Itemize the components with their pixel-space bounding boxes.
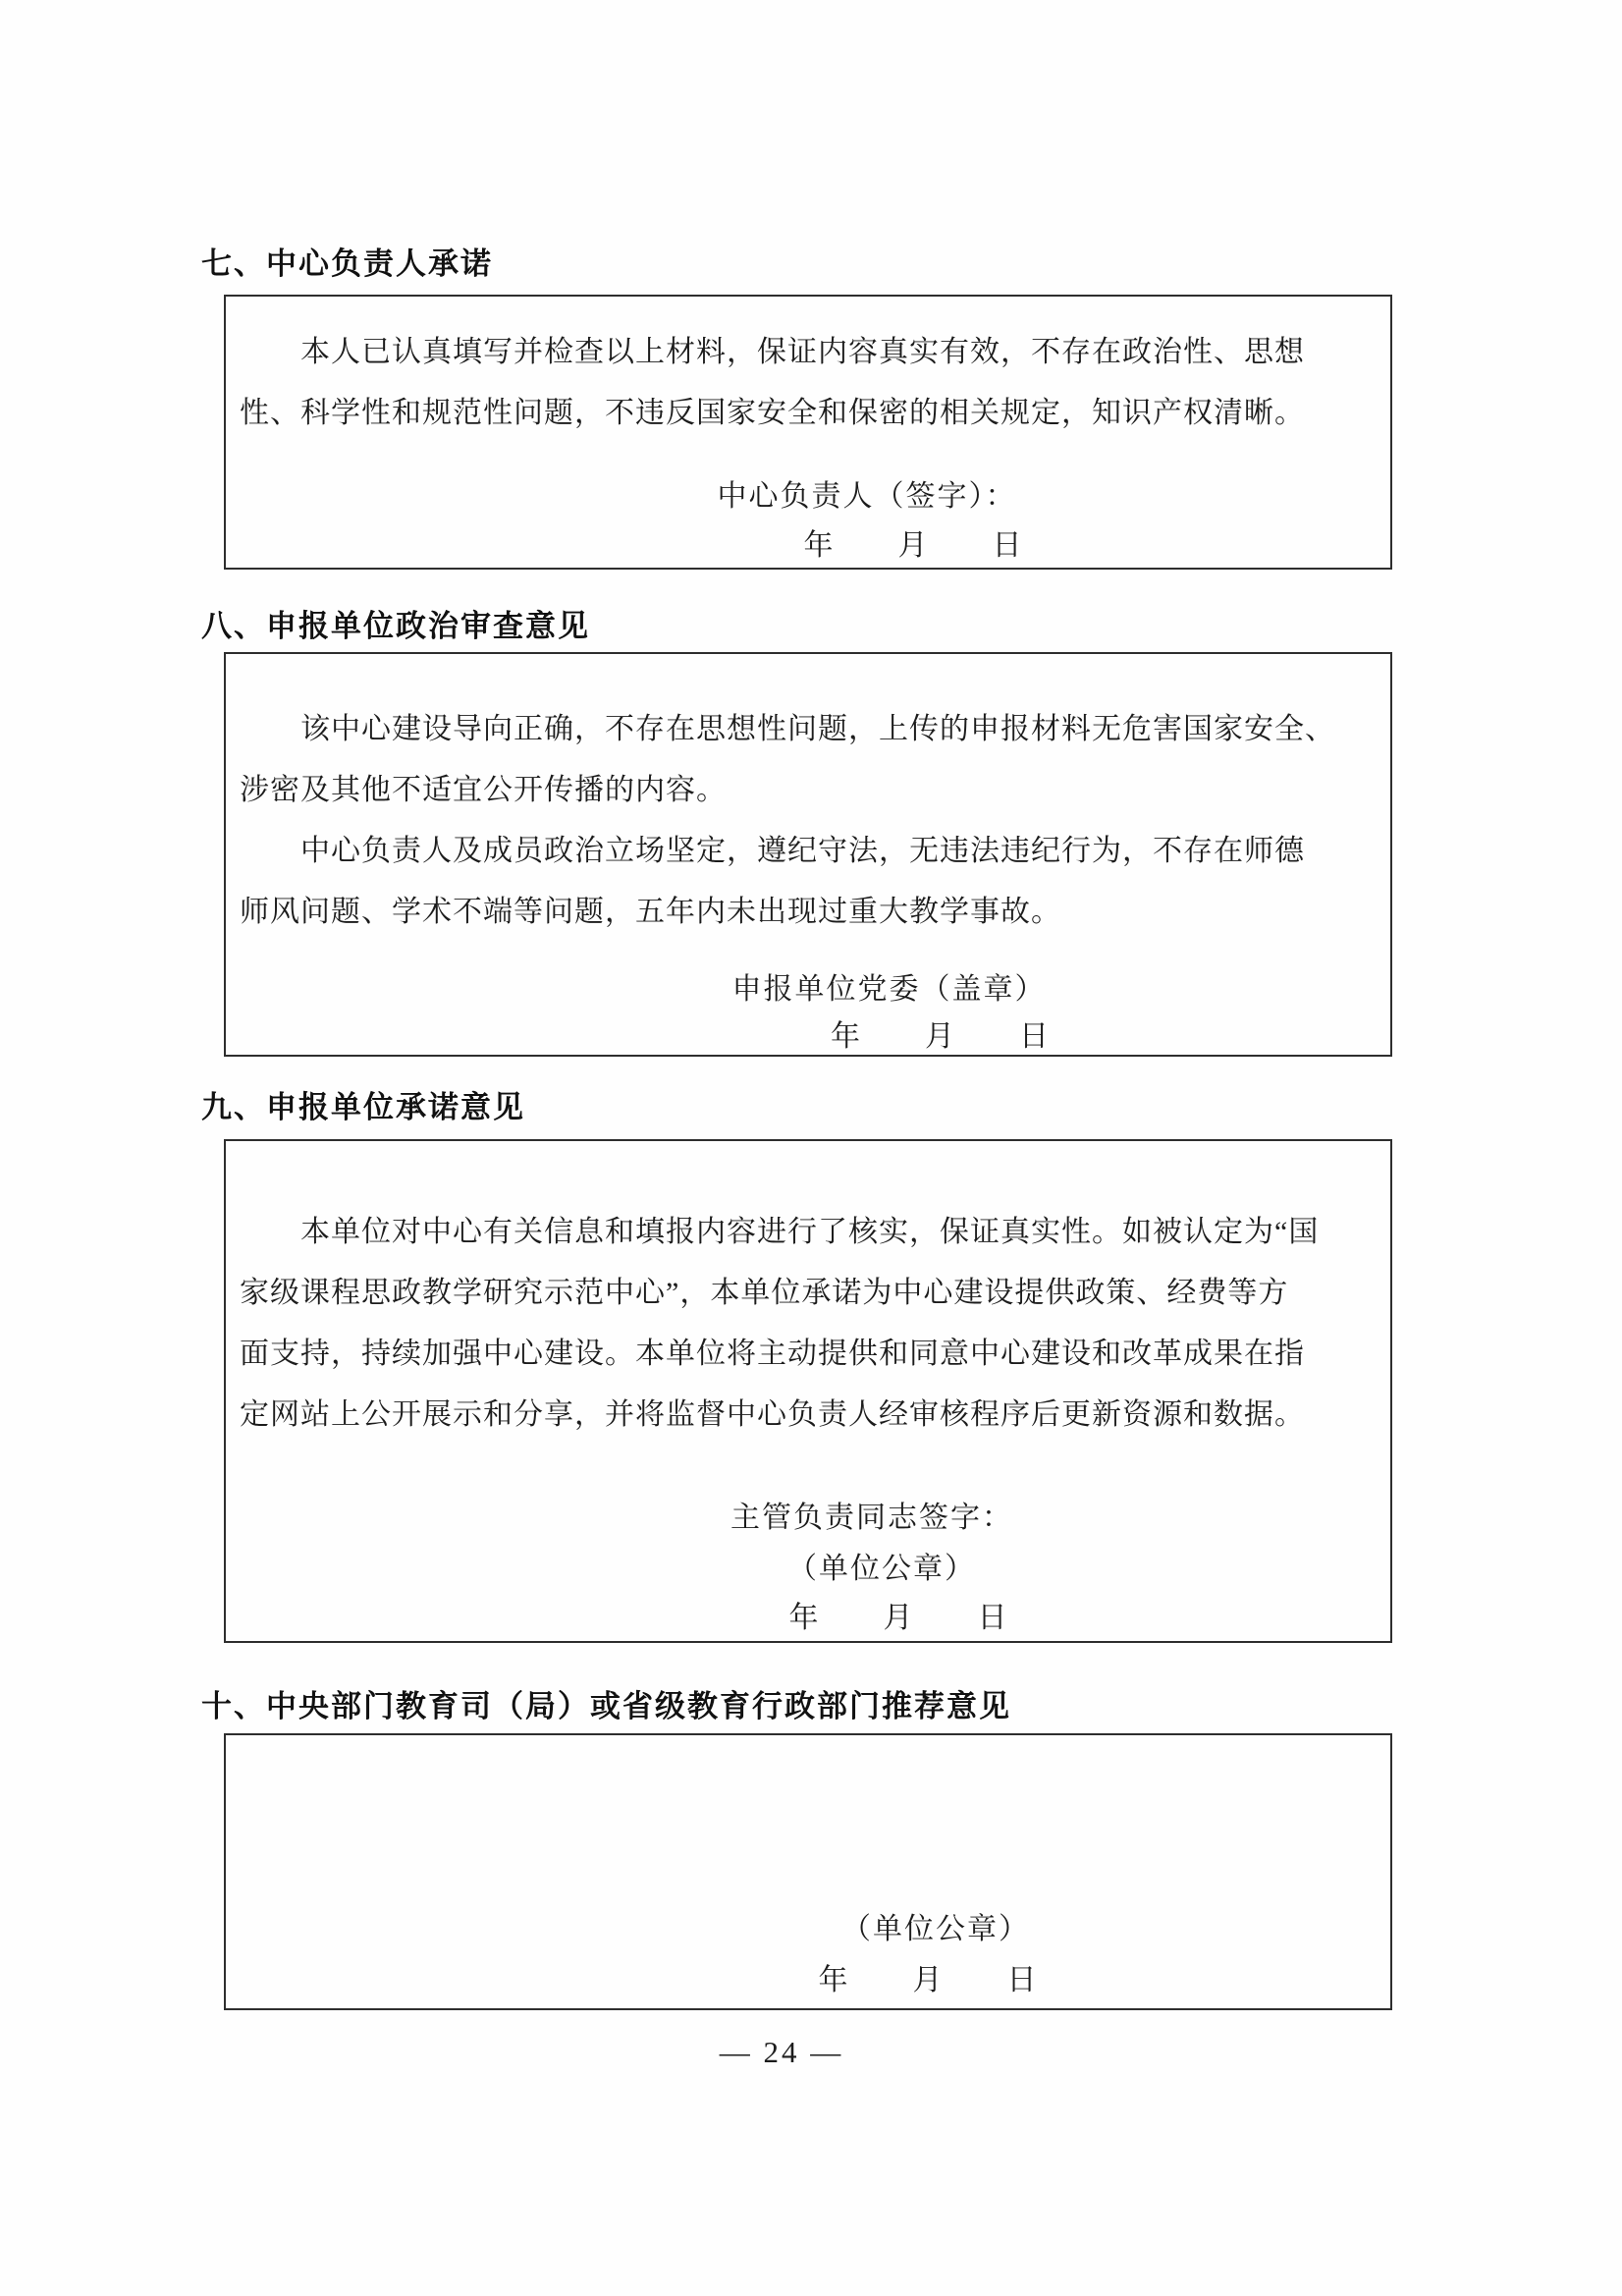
section-9-heading: 九、申报单位承诺意见 bbox=[201, 1090, 525, 1124]
section-9-text-line-4: 定网站上公开展示和分享，并将监督中心负责人经审核程序后更新资源和数据。 bbox=[240, 1398, 1305, 1431]
section-9-seal-label: （单位公章） bbox=[787, 1553, 976, 1585]
section-7-text-line-1: 本人已认真填写并检查以上材料，保证内容真实有效，不存在政治性、思想 bbox=[300, 336, 1305, 368]
page-number: — 24 — bbox=[719, 2035, 844, 2069]
section-8-date-line: 年 月 日 bbox=[831, 1020, 1051, 1053]
section-8-heading: 八、申报单位政治审查意见 bbox=[201, 609, 590, 643]
section-8-text-line-3: 中心负责人及成员政治立场坚定，遵纪守法，无违法违纪行为，不存在师德 bbox=[300, 835, 1305, 867]
section-8-paragraph bbox=[226, 699, 1390, 943]
section-7-text-line-2: 性、科学性和规范性问题，不违反国家安全和保密的相关规定，知识产权清晰。 bbox=[240, 397, 1305, 429]
section-7-box bbox=[224, 295, 1392, 570]
section-8-box bbox=[224, 652, 1392, 1057]
section-10-date-line: 年 月 日 bbox=[818, 1964, 1039, 1996]
section-9-signature-label: 主管负责同志签字： bbox=[730, 1502, 1013, 1534]
section-10-box bbox=[224, 1733, 1392, 2010]
section-8-signature-label: 申报单位党委（盖章） bbox=[731, 973, 1047, 1006]
section-7-heading: 七、中心负责人承诺 bbox=[201, 246, 493, 281]
section-10-heading: 十、中央部门教育司（局）或省级教育行政部门推荐意见 bbox=[201, 1689, 1011, 1723]
section-9-date-line: 年 月 日 bbox=[788, 1602, 1009, 1634]
section-7-signature-label: 中心负责人（签字）： bbox=[717, 480, 1017, 513]
section-8-text-line-4: 师风问题、学术不端等问题，五年内未出现过重大教学事故。 bbox=[240, 896, 1061, 928]
section-9-text-line-3: 面支持，持续加强中心建设。本单位将主动提供和同意中心建设和改革成果在指 bbox=[240, 1338, 1305, 1370]
section-9-text-line-2: 家级课程思政教学研究示范中心”，本单位承诺为中心建设提供政策、经费等方 bbox=[240, 1277, 1289, 1309]
section-10-seal-label: （单位公章） bbox=[841, 1913, 1030, 1945]
section-8-text-line-1: 该中心建设导向正确，不存在思想性问题，上传的申报材料无危害国家安全、 bbox=[300, 713, 1335, 745]
section-7-paragraph bbox=[226, 322, 1390, 444]
section-9-paragraph bbox=[226, 1202, 1390, 1446]
section-9-text-line-1: 本单位对中心有关信息和填报内容进行了核实，保证真实性。如被认定为“国 bbox=[300, 1216, 1320, 1248]
section-9-box bbox=[224, 1139, 1392, 1643]
section-7-date-line: 年 月 日 bbox=[803, 529, 1024, 562]
section-8-text-line-2: 涉密及其他不适宜公开传播的内容。 bbox=[240, 774, 727, 806]
